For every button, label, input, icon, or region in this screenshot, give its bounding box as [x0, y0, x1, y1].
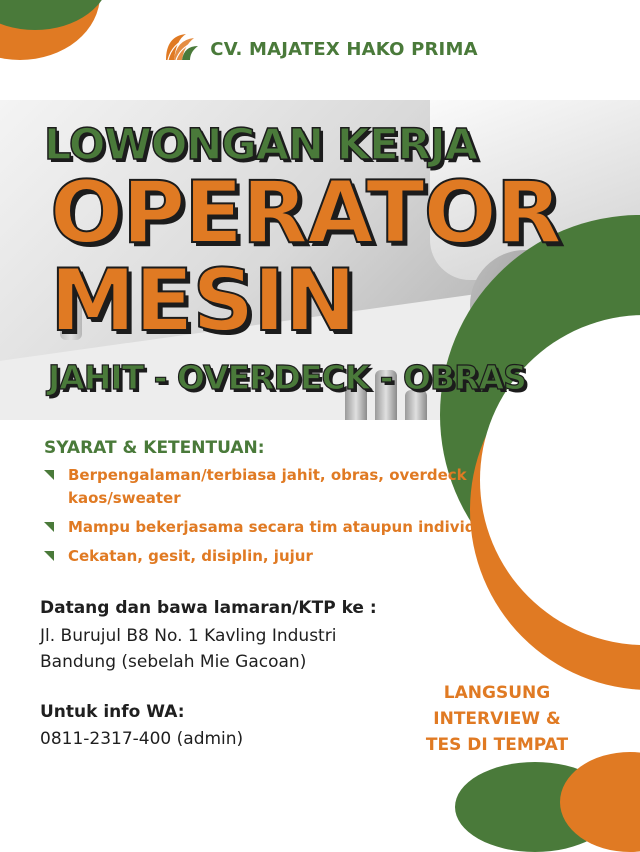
triangle-bullet-icon — [44, 470, 54, 480]
company-name: CV. MAJATEX HAKO PRIMA — [210, 38, 478, 60]
list-item — [42, 516, 512, 539]
headline-machine-types: JAHIT - OVERDECK - OBRAS — [48, 358, 526, 397]
whatsapp-number: 0811-2317-400 (admin) — [40, 729, 244, 749]
address-line-2: Bandung (sebelah Mie Gacoan) — [40, 652, 307, 672]
requirement-text: Cekatan, gesit, disiplin, jujur — [68, 547, 313, 565]
address-line-1: Jl. Burujul B8 No. 1 Kavling Industri — [40, 626, 337, 646]
fan-logo-icon — [162, 30, 200, 68]
triangle-bullet-icon — [44, 522, 54, 532]
list-item — [42, 545, 512, 568]
interview-callout — [392, 680, 602, 758]
headline-job-vacancy: LOWONGAN KERJA — [44, 120, 478, 170]
callout-line-2: INTERVIEW & — [433, 709, 561, 729]
triangle-bullet-icon — [44, 551, 54, 561]
requirements-list — [42, 464, 512, 574]
requirements-title: SYARAT & KETENTUAN: — [44, 438, 265, 458]
callout-line-3: TES DI TEMPAT — [425, 735, 569, 755]
headline-machine: MESIN — [50, 251, 356, 351]
brand-header — [0, 30, 640, 68]
contact-heading: Untuk info WA: — [40, 702, 185, 722]
requirement-text: Mampu bekerjasama secara tim ataupun individu — [68, 518, 487, 536]
address-heading: Datang dan bawa lamaran/KTP ke : — [40, 598, 377, 618]
callout-line-1: LANGSUNG — [443, 683, 551, 703]
headline-operator: OPERATOR — [50, 163, 561, 263]
requirement-text: Berpengalaman/terbiasa jahit, obras, overdeck kaos/sweater — [68, 466, 467, 507]
list-item — [42, 464, 512, 510]
